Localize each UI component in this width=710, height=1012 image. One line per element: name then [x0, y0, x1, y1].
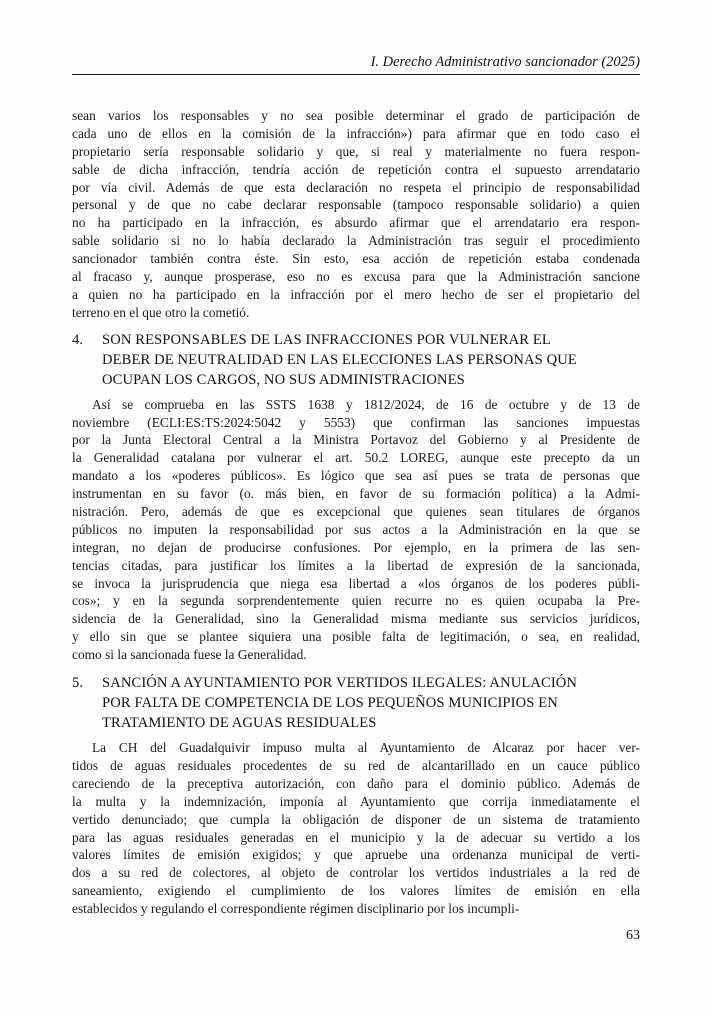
heading-number: 5. — [72, 675, 84, 692]
text-line: terreno en el que otro la cometió. — [72, 304, 250, 320]
text-line: mandato a los «poderes públicos». Es lógico que sea así pues se trata de personas que — [72, 468, 640, 484]
text-line: sean varios los responsables y no sea posible determinar el grado de participación de — [72, 108, 640, 123]
page-margins — [0, 54, 710, 918]
text-line: a quien no ha participado en la infracción por el mero hecho de ser el propietario del — [72, 286, 640, 302]
text-line: instrumentan en su favor (o. más bien, en favor de su formación política) a la Admi- — [72, 486, 640, 502]
text-line: y ello sin que se plantee siquiera una posible falta de legitimación, o sea, en realidad, — [72, 629, 640, 645]
text-line: por vía civil. Además de que esta declaración no respeta el principio de responsabilidad — [72, 179, 640, 195]
paragraph — [72, 739, 640, 918]
text-line: por la Junta Electoral Central a la Ministra Portavoz del Gobierno y al Presidente de — [72, 432, 640, 448]
text-line: al fracaso y, aunque prosperase, eso no es excusa para que la Administración sancione — [72, 269, 640, 285]
section-heading — [72, 330, 640, 390]
text-line: cos»; y en la segunda sorprendentemente quien recurre no es quien ocupaba la Pre- — [72, 593, 640, 609]
text-line: la multa y la indemnización, imponía al Ayuntamiento que corrija inmediatamente el — [72, 793, 640, 809]
text-line: sancionador también contra éste. Sin esto, esa acción de repetición estaba condenada — [72, 251, 640, 267]
text-line: tencias citadas, para justificar los límites a la libertad de expresión de la sancionada, — [72, 557, 640, 573]
running-header: I. Derecho Administrativo sancionador (2025) — [72, 54, 640, 75]
text-line: como si la sancionada fuese la Generalidad. — [72, 647, 307, 663]
text-line: tidos de aguas residuales procedentes de su red de alcantarillado en un cauce público — [72, 757, 640, 773]
text-line: careciendo de la preceptiva autorización, con daño para el dominio público. Además de — [72, 775, 640, 791]
section-heading — [72, 673, 640, 733]
text-line: Así se comprueba en las SSTS 1638 y 1812/2024, de 16 de octubre y de 13 de — [92, 396, 640, 412]
heading-line: SANCIÓN A AYUNTAMIENTO POR VERTIDOS ILEGALES: ANULACIÓN — [102, 675, 578, 692]
text-line: no ha participado en la infracción, es absurdo afirmar que el arrendatario era respon- — [72, 215, 640, 231]
text-line: dos a su red de colectores, al objeto de controlar los vertidos industriales a la red de — [72, 865, 640, 881]
text-line: públicos no imputen la responsabilidad por sus actos a la Administración en la que se — [72, 521, 640, 537]
heading-line: SON RESPONSABLES DE LAS INFRACCIONES POR VULNERAR EL — [102, 331, 551, 348]
text-line: vertido denunciado; que cumpla la obligación de disponer de un sistema de tratamiento — [72, 811, 640, 827]
text-line: sidencia de la Generalidad, sino la Generalidad misma mediante sus servicios jurídicos, — [72, 611, 640, 627]
text-line: sable de dicha infracción, tendría acción de repetición contra el supuesto arrendatario — [72, 161, 640, 177]
heading-number: 4. — [72, 331, 84, 348]
paragraph — [72, 107, 640, 322]
text-line: La CH del Guadalquivir impuso multa al Ayuntamiento de Alcaraz por hacer ver- — [92, 740, 640, 756]
heading-lines — [102, 330, 640, 390]
paragraph — [72, 396, 640, 664]
heading-line: OCUPAN LOS CARGOS, NO SUS ADMINISTRACIONES — [102, 371, 465, 388]
heading-line: POR FALTA DE COMPETENCIA DE LOS PEQUEÑOS MUNICIPIOS EN — [102, 695, 558, 712]
text-line: sable solidario si no lo había declarado la Administración tras seguir el procedimiento — [72, 233, 640, 249]
text-line: propietario sería responsable solidario y que, si real y materialmente no fuera respon- — [72, 143, 640, 159]
page-body — [72, 107, 640, 918]
text-line: valores límites de emisión exigidos; y que apruebe una ordenanza municipal de verti- — [72, 847, 640, 863]
text-line: nistración. Pero, además de que es excepcional que quienes sean titulares de órganos — [72, 504, 640, 520]
text-line: se invoca la jurisprudencia que niega esa libertad a «los órganos de los poderes públi- — [72, 575, 640, 591]
text-line: noviembre (ECLI:ES:TS:2024:5042 y 5553) que confirman las sanciones impuestas — [72, 414, 640, 430]
text-line: integran, no dejan de producirse confusiones. Por ejemplo, en la primera de las sen- — [72, 539, 640, 555]
page-number: 63 — [626, 928, 640, 943]
heading-line: TRATAMIENTO DE AGUAS RESIDUALES — [102, 715, 377, 732]
text-line: para las aguas residuales generadas en el municipio y la de adecuar su vertido a los — [72, 829, 640, 845]
text-line: cada uno de ellos en la comisión de la infracción») para afirmar que en todo caso el — [72, 125, 640, 141]
text-line: establecidos y regulando el correspondiente régimen disciplinario por los incumpli- — [72, 901, 520, 917]
heading-line: DEBER DE NEUTRALIDAD EN LAS ELECCIONES LAS PERSONAS QUE — [102, 351, 577, 368]
text-line: saneamiento, exigiendo el cumplimiento de los valores límites de emisión en ella — [72, 883, 640, 899]
text-line: personal y de que no cabe declarar responsable (tampoco responsable solidario) a quien — [72, 197, 640, 213]
heading-lines — [102, 673, 640, 733]
text-line: la Generalidad catalana por vulnerar el art. 50.2 LOREG, aunque este precepto da un — [72, 450, 640, 466]
